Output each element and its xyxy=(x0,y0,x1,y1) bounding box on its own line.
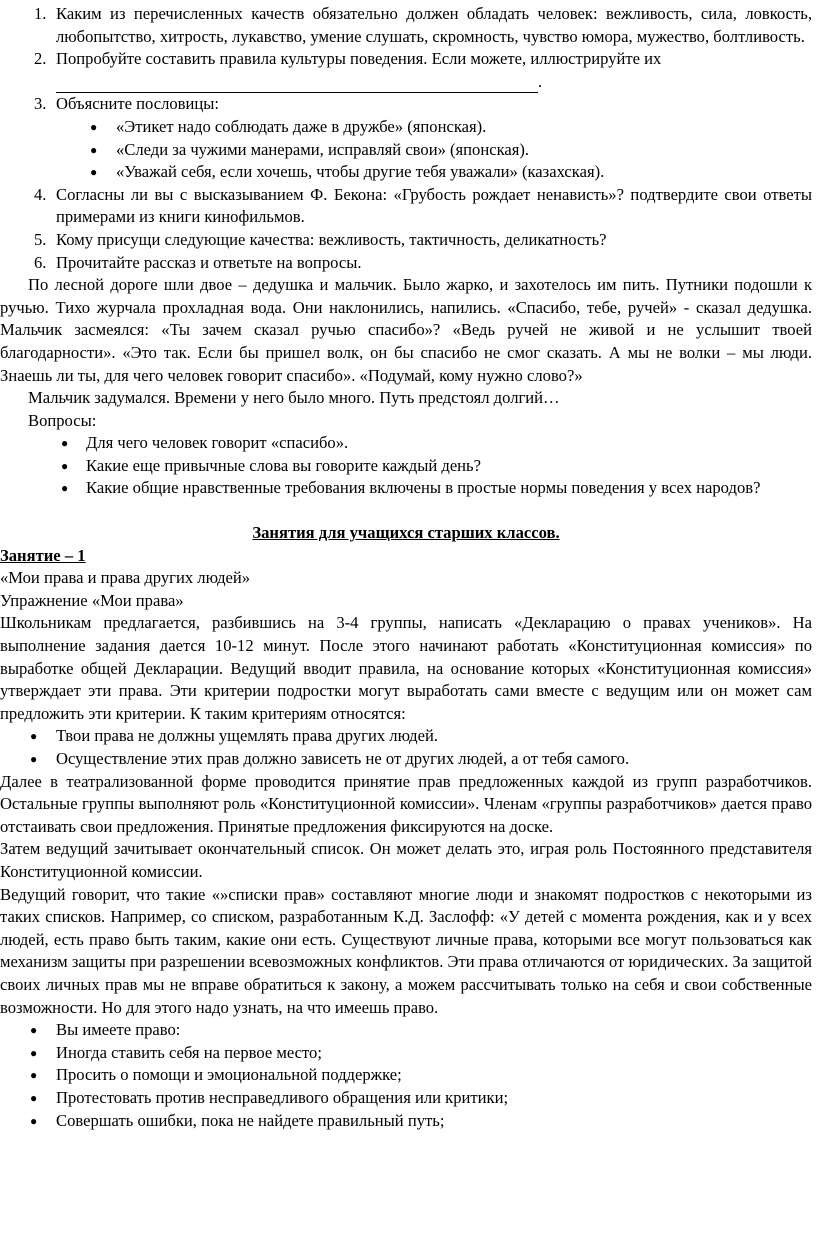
proverb-text: «Уважай себя, если хочешь, чтобы другие тебя уважали» (казахская). xyxy=(116,162,605,182)
bullet-icon: ● xyxy=(30,752,38,766)
answer-blank-line xyxy=(56,74,538,93)
list-item xyxy=(0,93,812,116)
body-paragraph: Далее в театрализованной форме проводится принятие прав предложенных каждой из групп разработчиков. Остальные группы выполняют роль «Конституционной комиссии». Членам «группы разработчиков» дается право отстаивать свои предложения. Принятые предложения фиксируются на доске. xyxy=(0,771,812,836)
list-item xyxy=(0,229,812,252)
item-tail: . xyxy=(538,71,543,91)
right-text: Протестовать против несправедливого обращения или критики; xyxy=(56,1087,509,1107)
story-question-list xyxy=(0,432,812,500)
list-item xyxy=(0,1110,812,1133)
lesson-topic: «Мои права и права других людей» xyxy=(0,568,251,588)
list-item xyxy=(0,477,812,500)
criterion-text: Осуществление этих прав должно зависеть не от других людей, а от тебя самого. xyxy=(56,749,630,768)
item-text: Каким из перечисленных качеств обязательно должен обладать человек: вежливость, сила, ловкость, любопытство, хитрость, лукавство, умение слушать, скромность, чувство юмора, мужество, болтливость. xyxy=(56,4,812,46)
list-item xyxy=(0,139,812,162)
list-item xyxy=(0,455,812,478)
item-number: 5. xyxy=(34,229,47,249)
item-text: Прочитайте рассказ и ответьте на вопросы. xyxy=(56,252,362,272)
list-item xyxy=(0,116,812,139)
item-text: Объясните пословицы: xyxy=(56,94,220,114)
section-title: Занятия для учащихся старших классов. xyxy=(252,523,560,543)
item-text: Согласны ли вы с высказыванием Ф. Бекона: «Грубость рождает ненависть»? подтвердите свои ответы примерами из книги кинофильмов. xyxy=(56,184,812,227)
list-item xyxy=(0,725,812,748)
item-number: 1. xyxy=(34,4,47,23)
bullet-icon: ● xyxy=(30,1113,38,1128)
question-text: Какие еще привычные слова вы говорите каждый день? xyxy=(86,455,481,475)
right-text: Просить о помощи и эмоциональной поддержке; xyxy=(56,1065,402,1085)
list-item xyxy=(0,184,812,229)
list-item xyxy=(0,748,812,771)
list-item xyxy=(0,1019,812,1042)
proverb-text: «Этикет надо соблюдать даже в дружбе» (японская). xyxy=(116,116,487,136)
right-text: Вы имеете право: xyxy=(56,1020,181,1040)
list-item xyxy=(0,252,812,275)
proverb-text: «Следи за чужими манерами, исправляй свои» (японская). xyxy=(116,139,530,159)
item-number: 4. xyxy=(34,184,47,204)
body-paragraph: Школьникам предлагается, разбившись на 3-4 группы, написать «Декларацию о правах учеников». На выполнение задания дается 10-12 минут. После этого начинают работать «Конституционная комиссия» по выработке общей Декларации. Ведущий вводит правила, на основание которых «Конституционная комиссия» утверждает эти права. Эти критерии подростки могут выработать сами вместе с ведущим или он может сам предложить эти критерии. К таким критериям относятся: xyxy=(0,613,812,723)
proverb-list xyxy=(0,116,812,184)
story-paragraph: По лесной дороге шли двое – дедушка и мальчик. Было жарко, и захотелось им пить. Путники подошли к ручью. Тихо журчала прохладная вода. Они наклонились, напились. «Спасибо, тебе, ручей» - сказал дедушка. Мальчик засмеялся: «Ты зачем сказал ручью спасибо»? «Ведь ручей не живой и не услышит твоей благодарности». «Это так. Если бы пришел волк, он бы спасибо не смог сказать. А мы не волки – мы люди. Знаешь ли ты, для чего человек говорит спасибо». «Подумай, кому нужно слово?» xyxy=(0,275,812,385)
item-text: Кому присущи следующие качества: вежливость, тактичность, деликатность? xyxy=(56,229,607,249)
question-text: Для чего человек говорит «спасибо». xyxy=(86,433,349,453)
list-item xyxy=(0,1042,812,1065)
questions-label: Вопросы: xyxy=(28,410,97,430)
bullet-icon: ● xyxy=(30,1090,38,1105)
bullet-icon: ● xyxy=(30,1045,38,1060)
right-text: Иногда ставить себя на первое место; xyxy=(56,1042,322,1062)
lesson-label: Занятие – 1 xyxy=(0,545,86,565)
right-text: Совершать ошибки, пока не найдете правильный путь; xyxy=(56,1110,445,1130)
item-number: 6. xyxy=(34,252,47,272)
list-item xyxy=(0,432,812,455)
story-paragraph-end: Мальчик задумался. Времени у него было много. Путь предстоял долгий… xyxy=(28,388,560,408)
item-number: 3. xyxy=(34,94,47,114)
bullet-icon: ● xyxy=(61,481,69,496)
bullet-icon: ● xyxy=(90,119,98,134)
rights-list xyxy=(0,1019,812,1132)
bullet-icon: ● xyxy=(61,458,69,473)
list-item xyxy=(0,1064,812,1087)
criterion-text: Твои права не должны ущемлять права других людей. xyxy=(56,726,438,746)
bullet-icon: ● xyxy=(30,1023,38,1038)
item-text: Попробуйте составить правила культуры поведения. Если можете, иллюстрируйте их xyxy=(56,49,662,69)
question-text: Какие общие нравственные требования включены в простые нормы поведения у всех народов? xyxy=(86,478,761,498)
bullet-icon: ● xyxy=(30,1068,38,1083)
body-paragraph: Ведущий говорит, что такие «»списки прав» составляют многие люди и знакомят подростков с некоторыми из таких списков. Например, со списком, разработанным К.Д. Заслофф: «У детей с момента рождения, как и у всех людей, есть право быть таким, какие они есть. Существуют личные права, которыми все могут пользоваться как механизм защиты при разрешении всевозможных конфликтов. Эти права отличаются от юридических. За защитой своих личных прав мы не вправе обратиться к закону, а можем рассчитывать только на себя и свои собственные возможности. Но для этого надо узнать, на что имеешь право. xyxy=(0,884,812,1017)
list-item xyxy=(0,161,812,184)
list-item xyxy=(0,1087,812,1110)
bullet-icon: ● xyxy=(90,165,98,180)
list-item xyxy=(0,48,812,93)
exercise-title: Упражнение «Мои права» xyxy=(0,590,184,610)
question-list xyxy=(0,3,812,116)
bullet-icon: ● xyxy=(30,729,38,744)
question-list-continued xyxy=(0,184,812,274)
criteria-list xyxy=(0,725,812,770)
item-number: 2. xyxy=(34,49,47,69)
bullet-icon: ● xyxy=(61,436,69,451)
list-item xyxy=(0,3,812,48)
body-paragraph: Затем ведущий зачитывает окончательный список. Он может делать это, играя роль Постоянного представителя Конституционной комиссии. xyxy=(0,839,812,881)
bullet-icon: ● xyxy=(90,142,98,157)
